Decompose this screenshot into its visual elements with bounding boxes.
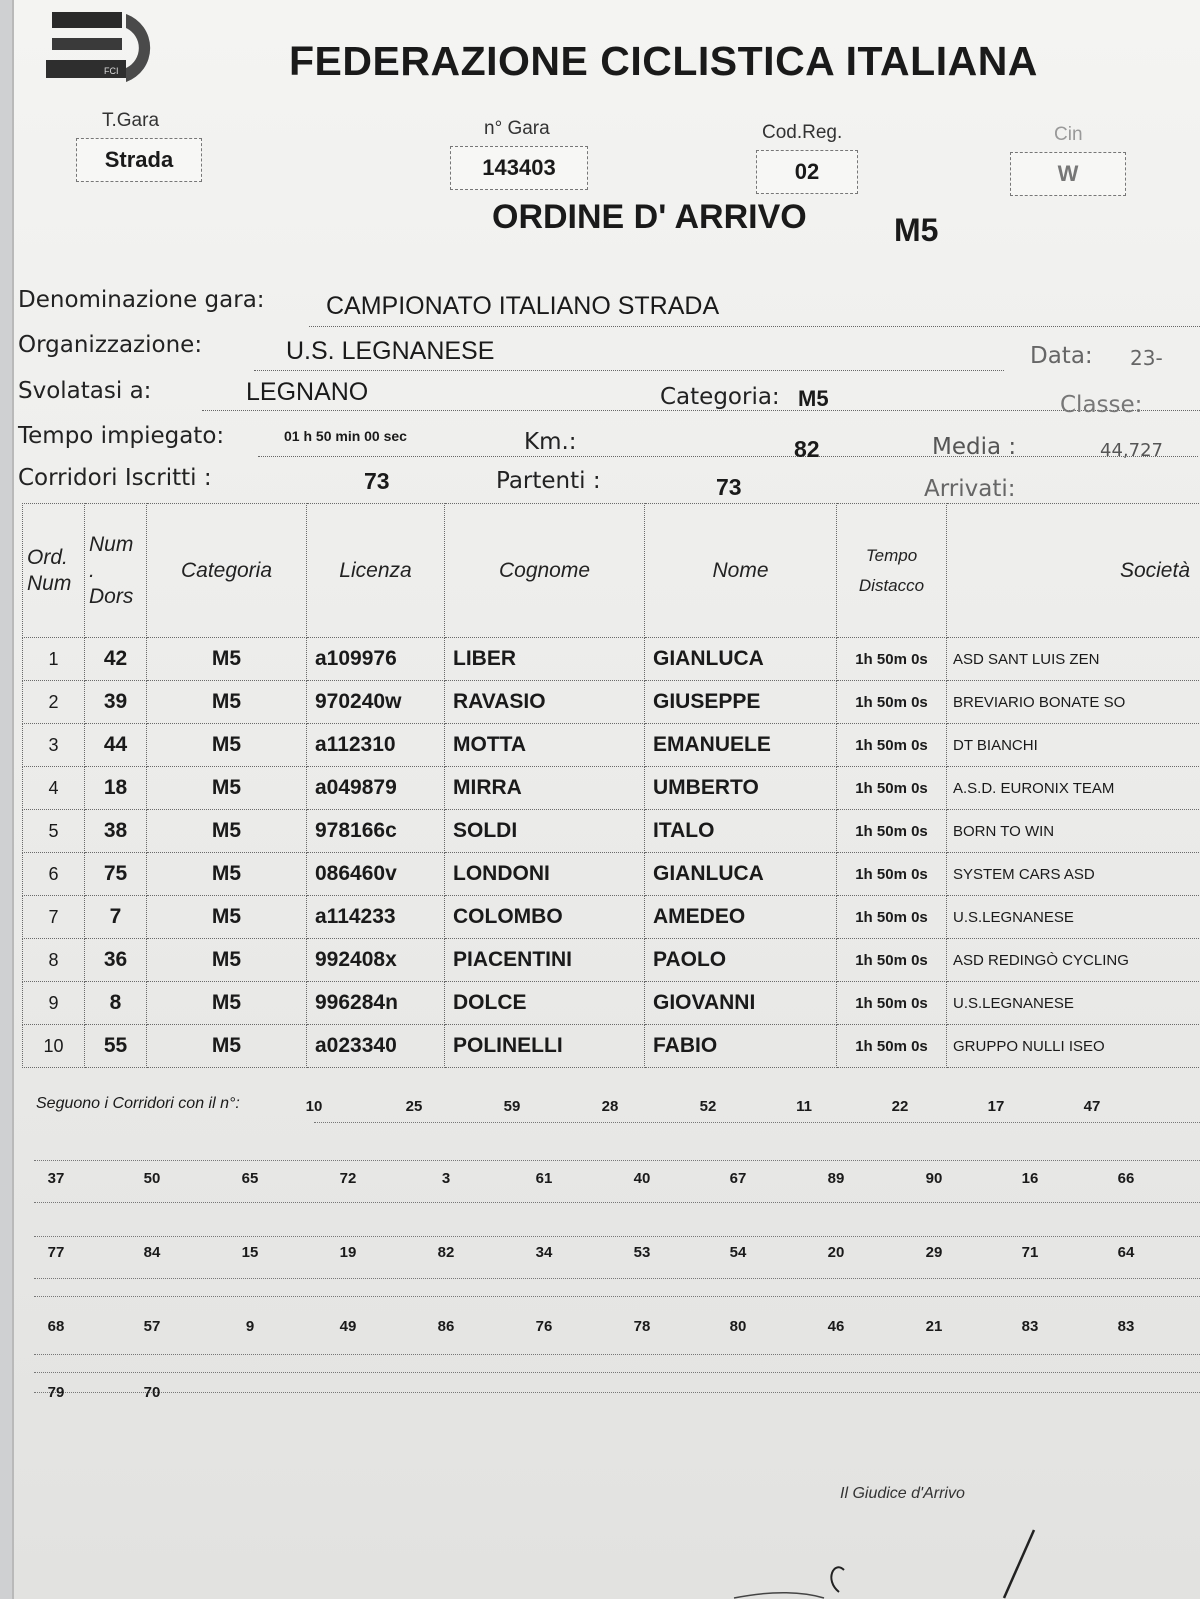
header-categoria: Categoria [147,504,307,638]
cell-tempo: 1h 50m 0s [837,638,947,681]
codreg-value: 02 [756,150,858,194]
cell-societa: U.S.LEGNANESE [947,896,1200,939]
header-nome: Nome [645,504,837,638]
cell-categoria: M5 [147,638,307,681]
cell-cognome: SOLDI [445,810,645,853]
cell-tempo: 1h 50m 0s [837,724,947,767]
following-rider-number: 77 [47,1244,65,1261]
cell-nome: GIANLUCA [645,853,837,896]
following-rider-number: 47 [1083,1098,1101,1115]
cell-nome: GIANLUCA [645,638,837,681]
category-badge: M5 [894,212,939,248]
following-rider-number: 46 [827,1318,845,1335]
following-rider-number: 61 [535,1170,553,1187]
media-label: Media : [932,434,1017,460]
header-tempo [837,504,947,638]
following-rider-number: 15 [241,1244,259,1261]
cell-licenza: a112310 [307,724,445,767]
cell-dors: 39 [85,681,147,724]
cell-dors: 7 [85,896,147,939]
classe-label: Classe: [1060,392,1143,418]
table-row [23,896,1200,939]
cell-nome: EMANUELE [645,724,837,767]
header-num-dors [85,504,147,638]
cell-nome: UMBERTO [645,767,837,810]
following-rider-number: 49 [339,1318,357,1335]
header-ord-num [23,504,85,638]
cell-licenza: 992408x [307,939,445,982]
svolta-label: Svolatasi a: [18,378,152,404]
table-header-row [23,504,1200,638]
following-rider-number: 80 [729,1318,747,1335]
cell-societa: SYSTEM CARS ASD [947,853,1200,896]
denominazione-value: CAMPIONATO ITALIANO STRADA [326,292,720,320]
cell-nome: ITALO [645,810,837,853]
following-rider-number: 66 [1117,1170,1135,1187]
cell-cognome: POLINELLI [445,1025,645,1068]
following-rider-number: 71 [1021,1244,1039,1261]
tempo-value: 01 h 50 min 00 sec [284,428,407,444]
cell-ord: 5 [23,810,85,853]
cell-licenza: a023340 [307,1025,445,1068]
cell-tempo: 1h 50m 0s [837,896,947,939]
table-row [23,767,1200,810]
partenti-value: 73 [716,474,742,500]
following-rider-number: 54 [729,1244,747,1261]
dotted-line [34,1278,1200,1279]
following-rider-number: 68 [47,1318,65,1335]
cell-tempo: 1h 50m 0s [837,767,947,810]
following-rider-number: 11 [796,1098,812,1115]
km-label: Km.: [524,429,577,455]
dotted-line [254,370,1004,371]
cell-licenza: a109976 [307,638,445,681]
following-rider-number: 34 [535,1244,553,1261]
cell-tempo: 1h 50m 0s [837,853,947,896]
table-row [23,724,1200,767]
following-rider-number: 25 [405,1098,423,1115]
cell-dors: 44 [85,724,147,767]
organizzazione-label: Organizzazione: [18,332,203,358]
following-rider-number: 83 [1021,1318,1039,1335]
cell-societa: DT BIANCHI [947,724,1200,767]
cell-cognome: COLOMBO [445,896,645,939]
partenti-label: Partenti : [496,468,601,494]
following-rider-number: 40 [633,1170,651,1187]
federation-title: FEDERAZIONE CICLISTICA ITALIANA [289,38,1038,84]
following-rider-number: 84 [143,1244,161,1261]
following-rider-number: 37 [47,1170,65,1187]
following-rider-number: 3 [441,1170,451,1187]
cell-categoria: M5 [147,982,307,1025]
cell-nome: AMEDEO [645,896,837,939]
cell-cognome: LONDONI [445,853,645,896]
table-row [23,810,1200,853]
cell-dors: 75 [85,853,147,896]
header-licenza: Licenza [307,504,445,638]
following-rider-number: 20 [827,1244,845,1261]
header-societa: Società [947,504,1200,638]
cell-tempo: 1h 50m 0s [837,681,947,724]
categoria-label: Categoria: [660,384,780,410]
cell-licenza: a114233 [307,896,445,939]
following-rider-number: 16 [1021,1170,1039,1187]
ngara-value: 143403 [450,146,588,190]
following-rider-number: 76 [535,1318,553,1335]
cell-nome: GIUSEPPE [645,681,837,724]
following-rider-number: 67 [729,1170,747,1187]
cell-ord: 1 [23,638,85,681]
cell-cognome: DOLCE [445,982,645,1025]
cell-dors: 42 [85,638,147,681]
svolta-value: LEGNANO [246,378,369,406]
svg-text:FCI: FCI [104,66,119,76]
km-value: 82 [794,436,820,462]
cell-dors: 38 [85,810,147,853]
organizzazione-value: U.S. LEGNANESE [286,337,495,365]
cell-dors: 36 [85,939,147,982]
following-label: Seguono i Corridori con il n°: [36,1095,240,1112]
following-rider-number: 70 [143,1384,161,1401]
dotted-line [34,1372,1200,1373]
judge-signature [714,1520,1114,1599]
table-row [23,1025,1200,1068]
codreg-label: Cod.Reg. [762,122,843,143]
cell-cognome: LIBER [445,638,645,681]
dotted-line [34,1296,1200,1297]
following-rider-number: 86 [437,1318,455,1335]
cell-societa: U.S.LEGNANESE [947,982,1200,1025]
cell-ord: 10 [23,1025,85,1068]
dotted-line [34,1202,1200,1203]
cell-societa: ASD REDINGÒ CYCLING [947,939,1200,982]
cell-dors: 18 [85,767,147,810]
cell-categoria: M5 [147,810,307,853]
document-subtitle: ORDINE D' ARRIVO [492,198,807,236]
cell-nome: PAOLO [645,939,837,982]
cin-label: Cin [1054,124,1083,145]
tgara-label: T.Gara [102,110,160,131]
cell-cognome: RAVASIO [445,681,645,724]
following-rider-number: 57 [143,1318,161,1335]
dotted-line [258,456,1198,457]
cell-societa: BORN TO WIN [947,810,1200,853]
tempo-label: Tempo impiegato: [18,423,225,449]
cell-tempo: 1h 50m 0s [837,982,947,1025]
judge-label: Il Giudice d'Arrivo [840,1485,965,1502]
cell-ord: 6 [23,853,85,896]
dotted-line [34,1236,1200,1237]
cell-ord: 4 [23,767,85,810]
header-tempo-text: Tempo Distacco [858,545,925,595]
cell-licenza: 086460v [307,853,445,896]
data-value: 23- [1130,346,1163,370]
results-table [22,503,1200,1068]
ngara-label: n° Gara [484,118,550,139]
dotted-line [34,1392,1200,1393]
following-rider-number: 17 [987,1098,1005,1115]
cell-categoria: M5 [147,939,307,982]
following-rider-number: 19 [339,1244,357,1261]
cell-tempo: 1h 50m 0s [837,939,947,982]
following-rider-number: 29 [925,1244,943,1261]
following-rider-number: 22 [891,1098,909,1115]
cell-licenza: 978166c [307,810,445,853]
cell-nome: GIOVANNI [645,982,837,1025]
following-rider-number: 64 [1117,1244,1135,1261]
dotted-line [202,410,1200,411]
arrivati-label: Arrivati: [924,476,1016,502]
document-sheet [12,0,1200,1599]
fci-logo [42,8,182,88]
cell-licenza: 996284n [307,982,445,1025]
following-rider-number: 50 [143,1170,161,1187]
following-rider-number: 65 [241,1170,259,1187]
following-rider-number: 9 [245,1318,255,1335]
following-rider-number: 90 [925,1170,943,1187]
cell-ord: 8 [23,939,85,982]
cell-nome: FABIO [645,1025,837,1068]
following-rider-number: 82 [437,1244,455,1261]
categoria-value: M5 [798,386,829,411]
table-row [23,939,1200,982]
cell-ord: 3 [23,724,85,767]
dotted-line [34,1354,1200,1355]
dotted-line [34,1160,1200,1161]
cin-value: W [1010,152,1126,196]
table-row [23,638,1200,681]
following-rider-number: 53 [633,1244,651,1261]
cell-categoria: M5 [147,724,307,767]
header-ord-text: Ord. Num [27,545,72,595]
cell-societa: GRUPPO NULLI ISEO [947,1025,1200,1068]
iscritti-value: 73 [364,468,390,494]
cell-societa: ASD SANT LUIS ZEN [947,638,1200,681]
cell-tempo: 1h 50m 0s [837,810,947,853]
header-cognome: Cognome [445,504,645,638]
media-value: 44,727 [1100,440,1163,461]
cell-ord: 9 [23,982,85,1025]
cell-societa: BREVIARIO BONATE SO [947,681,1200,724]
cell-cognome: MOTTA [445,724,645,767]
cell-licenza: a049879 [307,767,445,810]
cell-categoria: M5 [147,853,307,896]
cell-dors: 8 [85,982,147,1025]
following-rider-number: 10 [305,1098,323,1115]
cell-categoria: M5 [147,767,307,810]
following-rider-number: 52 [699,1098,717,1115]
header-dors-text: Num . Dors [89,532,134,608]
cell-cognome: MIRRA [445,767,645,810]
dotted-line [309,326,1200,327]
cell-categoria: M5 [147,896,307,939]
cell-categoria: M5 [147,1025,307,1068]
following-rider-number: 59 [503,1098,521,1115]
following-rider-number: 79 [47,1384,65,1401]
following-rider-number: 72 [339,1170,357,1187]
dotted-line [314,1122,1200,1123]
data-label: Data: [1030,343,1093,369]
cell-ord: 2 [23,681,85,724]
tgara-value: Strada [76,138,202,182]
cell-ord: 7 [23,896,85,939]
table-row [23,982,1200,1025]
cell-societa: A.S.D. EURONIX TEAM [947,767,1200,810]
following-rider-number: 83 [1117,1318,1135,1335]
following-rider-number: 89 [827,1170,845,1187]
cell-tempo: 1h 50m 0s [837,1025,947,1068]
following-rider-number: 21 [925,1318,943,1335]
iscritti-label: Corridori Iscritti : [18,465,212,491]
cell-cognome: PIACENTINI [445,939,645,982]
following-rider-number: 28 [601,1098,619,1115]
cell-licenza: 970240w [307,681,445,724]
cell-dors: 55 [85,1025,147,1068]
denominazione-label: Denominazione gara: [18,287,265,313]
cell-categoria: M5 [147,681,307,724]
following-rider-number: 78 [633,1318,651,1335]
table-row [23,853,1200,896]
table-row [23,681,1200,724]
